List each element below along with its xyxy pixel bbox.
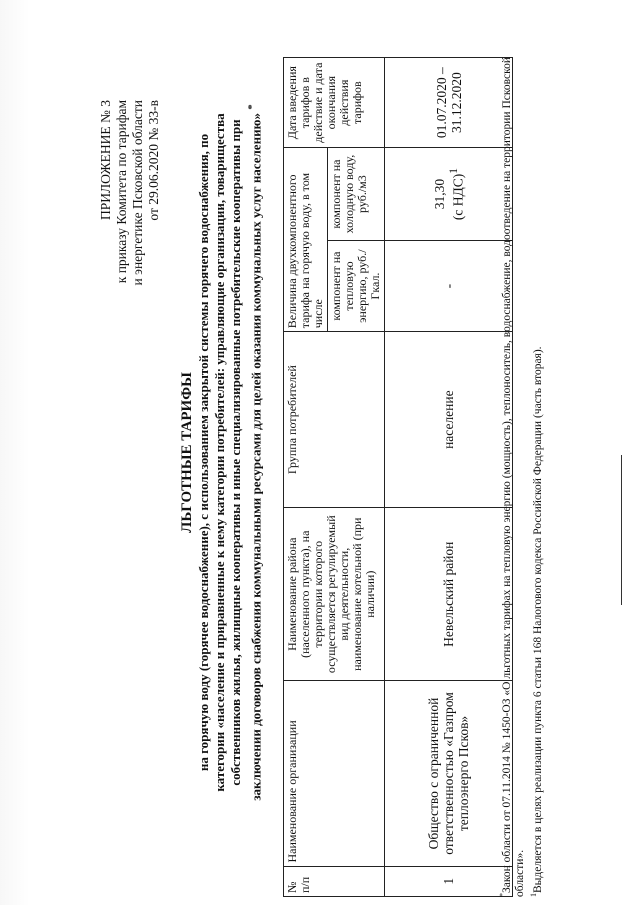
appendix-header	[98, 100, 162, 905]
cell-num: 1	[385, 866, 513, 896]
header-dates: Дата введения тарифов в действие и дата окончания действия тарифов	[284, 58, 385, 148]
title-footnote-mark: *	[246, 104, 258, 110]
cell-district: Невельский район	[385, 508, 513, 681]
header-num: № п/п	[284, 866, 385, 896]
cell-dates: 01.07.2020 – 31.12.2020	[385, 58, 513, 148]
appendix-order-ref: к приказу Комитета по тарифам	[114, 100, 129, 284]
appendix-committee: и энергетике Псковской области	[130, 100, 145, 286]
header-tariff-value: Величина двухкомпонентного тарифа на горячую воду, в том числе	[284, 148, 328, 332]
table-row	[385, 58, 513, 897]
cell-heat-component: -	[385, 240, 513, 331]
footnote-star	[496, 57, 527, 897]
bottom-rule	[621, 455, 622, 605]
title-line-2: категории «население и приравненные к нему категории потребителей: управляющие организации, товарищества	[212, 113, 227, 792]
cold-vat-note	[447, 151, 466, 237]
title-heading: ЛЬГОТНЫЕ ТАРИФЫ	[179, 372, 195, 533]
cold-value: 31,30	[431, 178, 447, 210]
footnote-one-text: Выделяется в целях реализации пункта 6 статьи 168 Налогового кодекса Российской Федерации (часть вторая).	[531, 346, 544, 893]
header-district: Наименование района (населенного пункта), на территории которого осуществляется регулируемый вид деятельности, наименование котельной (при наличии)	[284, 508, 385, 681]
footnotes	[496, 57, 545, 897]
title-line-4	[244, 0, 264, 905]
cold-vat-text: (с НДС)	[450, 173, 466, 221]
scan-shadow	[0, 0, 30, 905]
cold-footnote-mark: 1	[447, 168, 460, 174]
document-title	[178, 0, 264, 905]
title-line-3: собственников жилья, жилищные кооперативы и иные специализированные потребительские кооперативы при	[228, 119, 243, 786]
appendix-date: от 29.06.2020 № 33-в	[146, 100, 161, 221]
header-consumer-group: Группа потребителей	[284, 332, 385, 508]
title-line-4-text: заключении договоров снабжения коммунальными ресурсами для целей оказания коммунальных услуг населению»	[248, 113, 264, 801]
title-line-1: на горячую воду (горячее водоснабжение), с использованием закрытой системы горячего водоснабжения, по	[196, 133, 211, 772]
footnote-one	[527, 57, 545, 897]
table-header-row	[284, 58, 328, 897]
cell-cold-component	[385, 148, 513, 241]
tariff-table	[283, 57, 513, 897]
header-heat-component: компонент на тепловую энергию, руб./Гкал.	[328, 240, 385, 331]
header-organization: Наименование организации	[284, 681, 385, 866]
footnote-star-mark: *	[498, 893, 507, 897]
footnote-star-text: Закон области от 07.11.2014 № 1450-ОЗ «О льготных тарифах на тепловую энергию (мощность), теплоноситель, водоснабжение, водоотведение на территории Псковской области».	[500, 57, 526, 897]
footnote-one-mark: 1	[528, 893, 538, 897]
cell-organization: Общество с ограниченной ответственностью «Газпром теплоэнерго Псков»	[385, 681, 513, 866]
header-cold-component: компонент на холодную воду, руб./м3	[328, 148, 385, 241]
appendix-number: ПРИЛОЖЕНИЕ № 3	[98, 100, 113, 221]
cell-consumer-group: население	[385, 332, 513, 508]
